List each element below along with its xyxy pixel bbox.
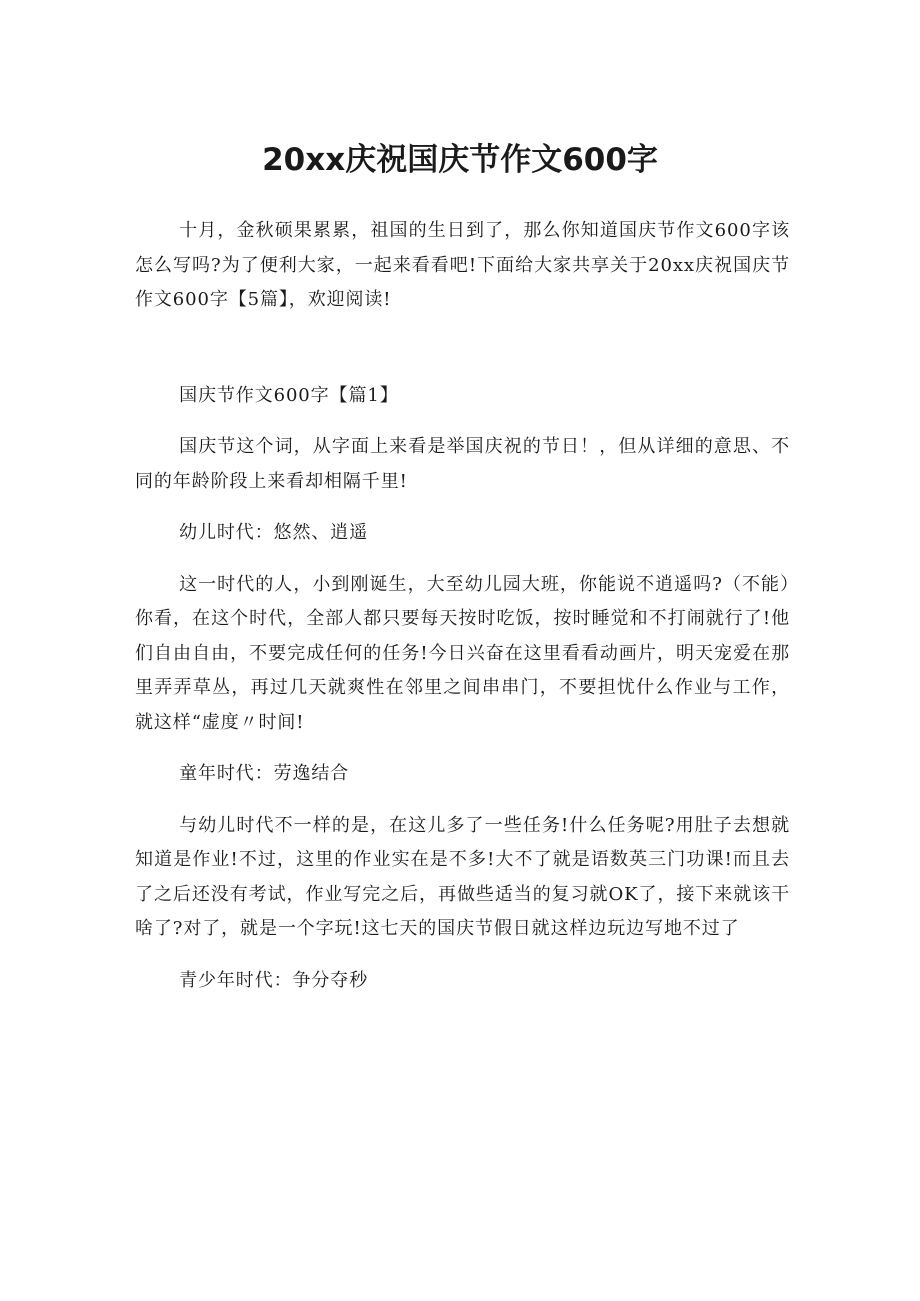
paragraph: 这一时代的人，小到刚诞生，大至幼儿园大班，你能说不逍遥吗?（不能）你看，在这个时代，全部人都只要每天按时吃饭，按时睡觉和不打闹就行了!他们自由自由，不要完成任何的任务!今日兴奋在这里看看动画片，明天宠爱在那里弄弄草丛，再过几天就爽性在邻里之间串串门，不要担忧什么作业与工作，就这样“虚度〃时间! [135,573,790,733]
paragraph: 国庆节这个词，从字面上来看是举国庆祝的节日！，但从详细的意思、不同的年龄阶段上来看却相隔千里! [135,436,790,492]
document-title: 20xx庆祝国庆节作文600字 [262,142,658,178]
subheading-childhood: 童年时代：劳逸结合 [179,763,350,784]
subheading-youth: 青少年时代：争分夺秒 [179,969,369,991]
subheading-infancy: 幼儿时代：悠然、逍遥 [179,522,369,543]
document-body [135,214,790,998]
intro-paragraph: 十月，金秋硕果累累，祖国的生日到了，那么你知道国庆节作文600字该怎么写吗?为了便利大家，一起来看看吧!下面给大家共享关于20xx庆祝国庆节作文600字【5篇】，欢迎阅读! [135,220,790,310]
paragraph: 与幼儿时代不一样的是，在这儿多了一些任务!什么任务呢?用肚子去想就知道是作业!不过，这里的作业实在是不多!大不了就是语数英三门功课!而且去了之后还没有考试，作业写完之后，再做些适当的复习就OK了，接下来就该干啥了?对了，就是一个字玩!这七天的国庆节假日就这样边玩边写地不过了 [135,814,790,939]
section-heading-1: 国庆节作文600字【篇1】 [179,384,399,406]
